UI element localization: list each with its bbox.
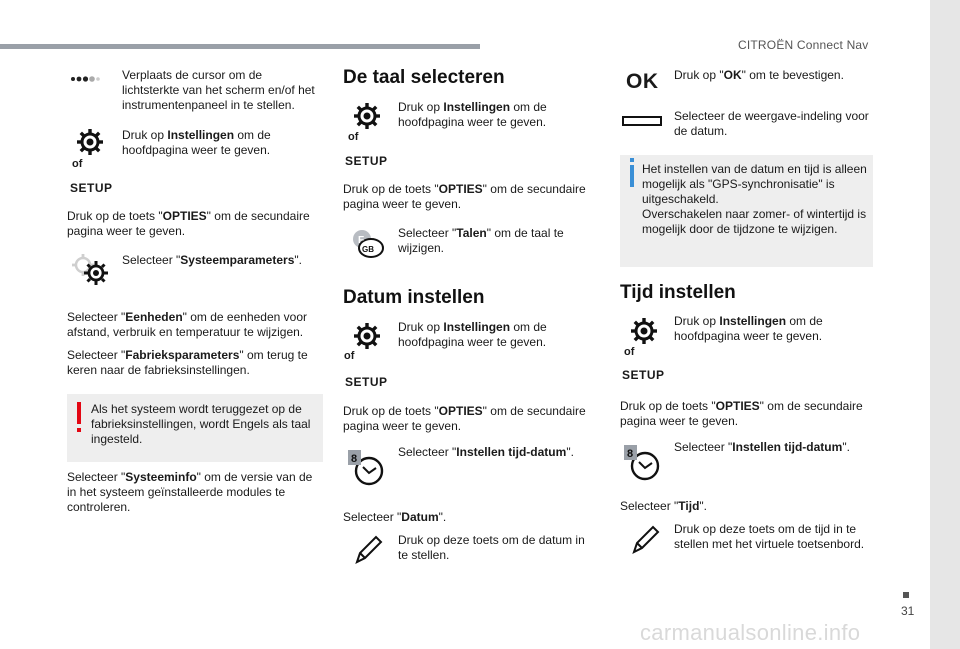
header-bar — [0, 44, 480, 49]
clock-badge-text: 8 — [627, 448, 634, 460]
time-text: Selecteer "Tijd". — [620, 499, 708, 513]
date-text: Selecteer "Datum". — [343, 510, 447, 524]
options-text: Druk op de toets "OPTIES" om de secundaire pagina weer te geven. — [67, 209, 310, 238]
section-title-language: De taal selecteren — [343, 67, 505, 88]
layout-text: Selecteer de weergave-indeling voor de datum. — [674, 109, 869, 138]
settings-text: Druk op Instellingen om de hoofdpagina weer te geven. — [122, 128, 271, 157]
warning-bar — [77, 402, 81, 424]
language-flag-icon — [351, 228, 385, 260]
gear-icon — [76, 128, 104, 156]
settings-text: Druk op Instellingen om de hoofdpagina weer te geven. — [674, 314, 823, 343]
setup-button-label: SETUP — [70, 181, 113, 195]
section-title-date: Datum instellen — [343, 287, 485, 308]
system-parameters-icon — [70, 252, 112, 288]
info-bar — [630, 165, 634, 187]
time-date-text: Selecteer "Instellen tijd-datum". — [674, 440, 850, 454]
options-text: Druk op de toets "OPTIES" om de secundaire pagina weer te geven. — [343, 182, 586, 211]
setup-button-label: SETUP — [345, 375, 388, 389]
settings-text: Druk op Instellingen om de hoofdpagina weer te geven. — [398, 320, 547, 349]
pencil-icon — [630, 524, 660, 556]
section-title-time: Tijd instellen — [620, 282, 736, 303]
ok-button-icon: OK — [626, 70, 659, 93]
time-date-text: Selecteer "Instellen tijd-datum". — [398, 445, 574, 459]
or-label: of — [624, 346, 635, 358]
info-text: Het instellen van de datum en tijd is alleen mogelijk als "GPS-synchronisatie" is uitgeschakeld. Overschakelen naar zomer- of wintertijd is mogelijk door de tijdzone te wijzigen. — [642, 162, 867, 236]
or-label: of — [72, 158, 83, 170]
pen-text: Druk op deze toets om de tijd in te stellen met het virtuele toetsenbord. — [674, 522, 865, 551]
page-edge-sidebar — [930, 0, 960, 649]
gear-icon — [353, 102, 381, 130]
gear-icon — [353, 322, 381, 350]
info-dot — [630, 158, 634, 162]
page-marker — [903, 592, 909, 598]
or-label: of — [344, 350, 355, 362]
cursor-text: Verplaats de cursor om de lichtsterkte van het scherm en/of het instrumentenpaneel in te stellen. — [122, 68, 315, 112]
options-text: Druk op de toets "OPTIES" om de secundaire pagina weer te geven. — [343, 404, 586, 433]
brand-title: CITROËN Connect Nav — [738, 38, 869, 52]
warning-text: Als het systeem wordt teruggezet op de fabrieksinstellingen, wordt Engels als taal ingesteld. — [91, 402, 311, 446]
cursor-dots-icon — [70, 74, 100, 84]
info-note — [620, 155, 873, 267]
pen-text: Druk op deze toets om de datum in te stellen. — [398, 533, 585, 562]
gear-icon — [630, 317, 658, 345]
units-text: Selecteer "Eenheden" om de eenheden voor afstand, verbruik en temperatuur te wijzigen. — [67, 310, 308, 339]
warning-dot — [77, 428, 81, 432]
setup-button-label: SETUP — [345, 154, 388, 168]
ok-text: Druk op "OK" om te bevestigen. — [674, 68, 844, 82]
clock-icon — [624, 443, 660, 481]
setup-button-label: SETUP — [622, 368, 665, 382]
flag-f-text: F — [358, 235, 365, 246]
system-info-text: Selecteer "Systeeminfo" om de versie van de in het systeem geïnstalleerde modules te controleren. — [67, 470, 313, 514]
pencil-icon — [353, 534, 383, 566]
languages-text: Selecteer "Talen" om de taal te wijzigen. — [398, 226, 564, 255]
options-text: Druk op de toets "OPTIES" om de secundaire pagina weer te geven. — [620, 399, 863, 428]
flag-gb-text: GB — [362, 245, 374, 254]
settings-text: Druk op Instellingen om de hoofdpagina weer te geven. — [398, 100, 547, 129]
watermark: carmanualsonline.info — [640, 620, 861, 645]
or-label: of — [348, 131, 359, 143]
layout-bar-icon — [622, 116, 662, 126]
warning-note — [67, 394, 323, 462]
clock-icon — [348, 448, 384, 486]
clock-badge-text: 8 — [351, 453, 358, 465]
system-parameters-text: Selecteer "Systeemparameters". — [122, 253, 302, 267]
page-number: 31 — [901, 604, 915, 618]
factory-text: Selecteer "Fabrieksparameters" om terug te keren naar de fabrieksinstellingen. — [67, 348, 308, 377]
